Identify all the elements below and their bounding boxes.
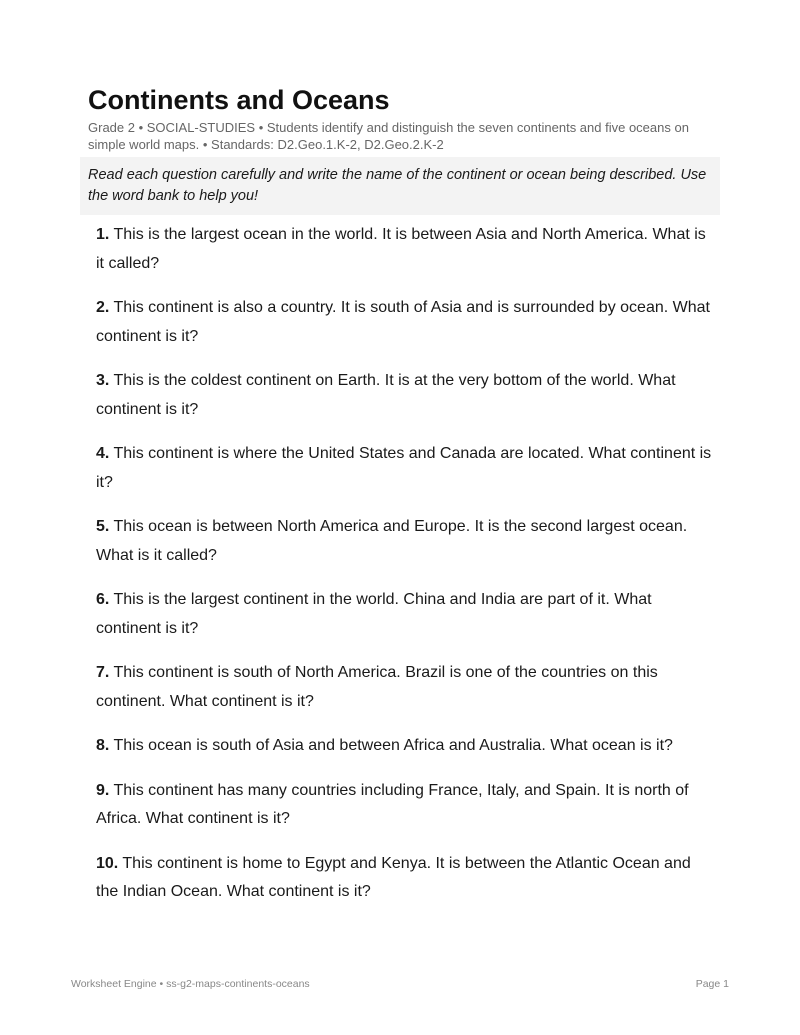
question-text: This is the largest ocean in the world. It is between Asia and North America. What is it called?: [96, 226, 706, 272]
question-number: 9.: [96, 781, 110, 799]
question-number: 4.: [96, 445, 110, 462]
question-number: 1.: [96, 226, 110, 243]
question-item: [96, 221, 716, 278]
question-text: This continent is home to Egypt and Kenya. It is between the Atlantic Ocean and the Indian Ocean. What continent is it?: [96, 854, 691, 900]
question-item: [96, 659, 716, 716]
question-item: [96, 850, 716, 907]
question-item: [96, 777, 716, 834]
question-text: This is the largest continent in the world. China and India are part of it. What continent is it?: [96, 591, 652, 637]
worksheet-meta: Grade 2 • SOCIAL-STUDIES • Students identify and distinguish the seven continents and five oceans on simple world maps. • Standards: D2.Geo.1.K-2, D2.Geo.2.K-2: [88, 120, 689, 152]
question-text: This continent is south of North America. Brazil is one of the countries on this continent. What continent is it?: [96, 664, 658, 710]
question-item: [96, 294, 716, 351]
question-text: This is the coldest continent on Earth. It is at the very bottom of the world. What continent is it?: [96, 372, 676, 418]
question-item: [96, 440, 716, 497]
question-text: This continent has many countries including France, Italy, and Spain. It is north of Africa. What continent is it?: [96, 781, 689, 827]
question-item: [96, 367, 716, 424]
question-text: This ocean is south of Asia and between Africa and Australia. What ocean is it?: [113, 737, 673, 754]
question-number: 7.: [96, 664, 110, 681]
page-title: Continents and Oceans: [88, 85, 390, 115]
question-item: [96, 513, 716, 570]
question-item: [96, 732, 716, 761]
question-item: [96, 586, 716, 643]
question-text: This continent is also a country. It is south of Asia and is surrounded by ocean. What continent is it?: [96, 299, 710, 345]
question-text: This ocean is between North America and Europe. It is the second largest ocean. What is it called?: [96, 518, 688, 564]
question-text: This continent is where the United States and Canada are located. What continent is it?: [96, 445, 712, 491]
question-number: 8.: [96, 737, 110, 754]
question-number: 6.: [96, 591, 110, 608]
footer-source: Worksheet Engine • ss-g2-maps-continents-oceans: [71, 978, 310, 990]
question-number: 5.: [96, 518, 110, 535]
instructions-box: Read each question carefully and write the name of the continent or ocean being described. Use the word bank to help you!: [80, 157, 720, 215]
question-number: 10.: [96, 854, 119, 872]
question-number: 3.: [96, 372, 110, 389]
question-list: [96, 221, 716, 923]
question-number: 2.: [96, 299, 110, 316]
page-number: Page 1: [695, 978, 729, 990]
